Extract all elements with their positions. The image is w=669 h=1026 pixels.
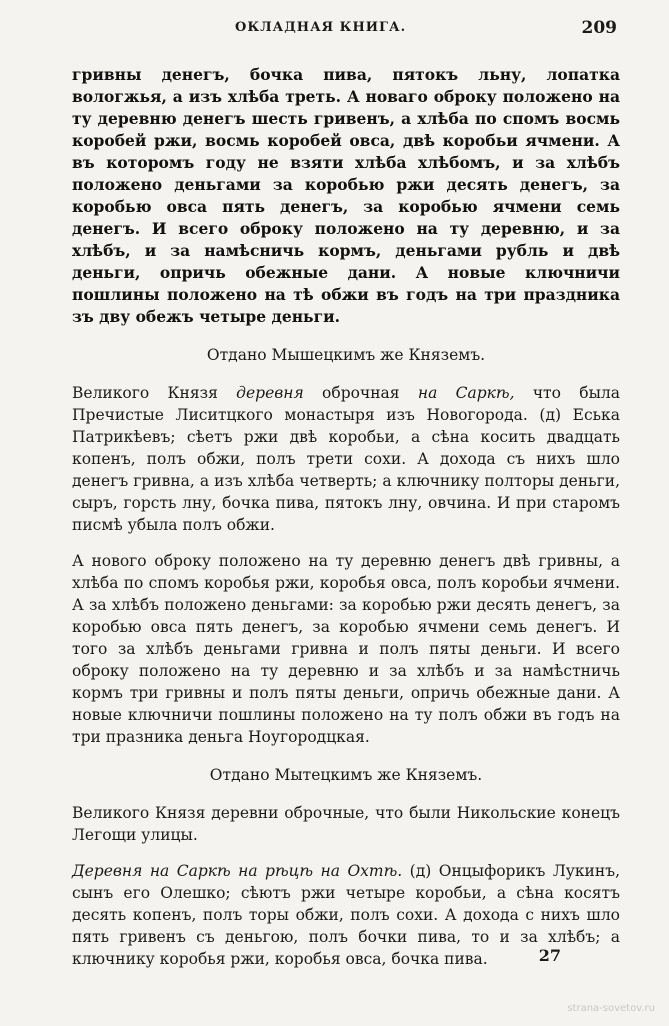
paragraph-2 (72, 382, 620, 536)
paragraph-4: Великого Князя деревни оброчные, что были Никольские конецъ Легощи улицы. (72, 804, 620, 844)
paragraph-2-lead: Великого Князя (72, 384, 237, 402)
paragraph-2-italic-1: деревня (236, 384, 304, 402)
signature-mark: 27 (538, 946, 561, 965)
body-text (72, 64, 620, 984)
paragraph-1: гривны денегъ, бочка пива, пятокъ льну, лопатка вологжья, а изъ хлѣба треть. А новаго оброку положено на ту деревню денегъ шесть гривенъ, а хлѣба по спомъ восмь коробей ржи, восмь коробей овса, двѣ коробьи ячмени. А въ которомъ году не взяти хлѣба хлѣбомъ, и за хлѣбъ положено деньгами за коробью ржи десять денегъ, за коробью овса пять денегъ, за коробью ячмени семь денегъ. И всего оброку положено на ту деревню, и за хлѣбъ, и за намѣсничь кормъ, деньгами рубль и двѣ деньги, опричь обежные дани. А новые ключничи пошлины положено на тѣ обжи въ годъ на три праздника зъ дву обежъ четыре деньги. (72, 65, 620, 326)
paragraph-2-mid: оброчная (303, 384, 418, 402)
paragraph-2-rest: что была Пречистые Лиситцкого монастыря изъ Новогорода. (д) Еська Патрикѣевъ; сѣетъ ржи двѣ коробьи, а сѣна косить двадцать копенъ, полъ обжи, полъ трети сохи. А дохода съ нихъ шло денегъ гривна, а изъ хлѣба четверть; а ключнику полторы деньги, сыръ, горсть лну, бочка пива, пятокъ лну, овчина. И при старомъ писмѣ убыла полъ обжи. (72, 384, 621, 534)
paragraph-5-italic: Деревня на Саркѣ на рѣцѣ на Охтѣ. (72, 862, 403, 880)
page-number: 209 (581, 18, 617, 38)
page-header (0, 18, 669, 42)
running-title: ОКЛАДНАЯ КНИГА. (235, 20, 407, 35)
paragraph-2-italic-2: на Саркѣ, (417, 384, 515, 402)
watermark: strana-sovetov.ru (567, 1003, 655, 1014)
paragraph-3: А нового оброку положено на ту деревню денегъ двѣ гривны, а хлѣба по спомъ коробья ржи, коробья овса, полъ коробьи ячмени. А за хлѣбъ положено деньгами: за коробью ржи десять денегъ, за коробью овса пять денегъ, за коробью ячмени семь денегъ. И того за хлѣбъ деньгами гривна и полъ пяты деньги. И всего оброку положено на ту деревню и за хлѣбъ и за намѣстничь кормъ три гривны и полъ пяты деньги, опричь обежные дани. А новые ключничи пошлины положено на ту полъ обжи въ годъ на три празника деньга Ноугородцкая. (72, 552, 620, 746)
paragraph-5-rest: (д) Онцыфорикъ Лукинъ, сынъ его Олешко; сѣютъ ржи четыре коробьи, а сѣна косятъ десять копенъ, полъ торы обжи, полъ сохи. А дохода с нихъ шло пять гривенъ съ деньгою, полъ бочки пива, то и за хлѣбъ; а ключнику коробья ржи, коробья овса, бочка пива. (72, 862, 621, 968)
section-heading-1: Отдано Мышецкимъ же Княземъ. (206, 346, 486, 364)
section-heading-2: Отдано Мытецкимъ же Княземъ. (209, 766, 483, 784)
